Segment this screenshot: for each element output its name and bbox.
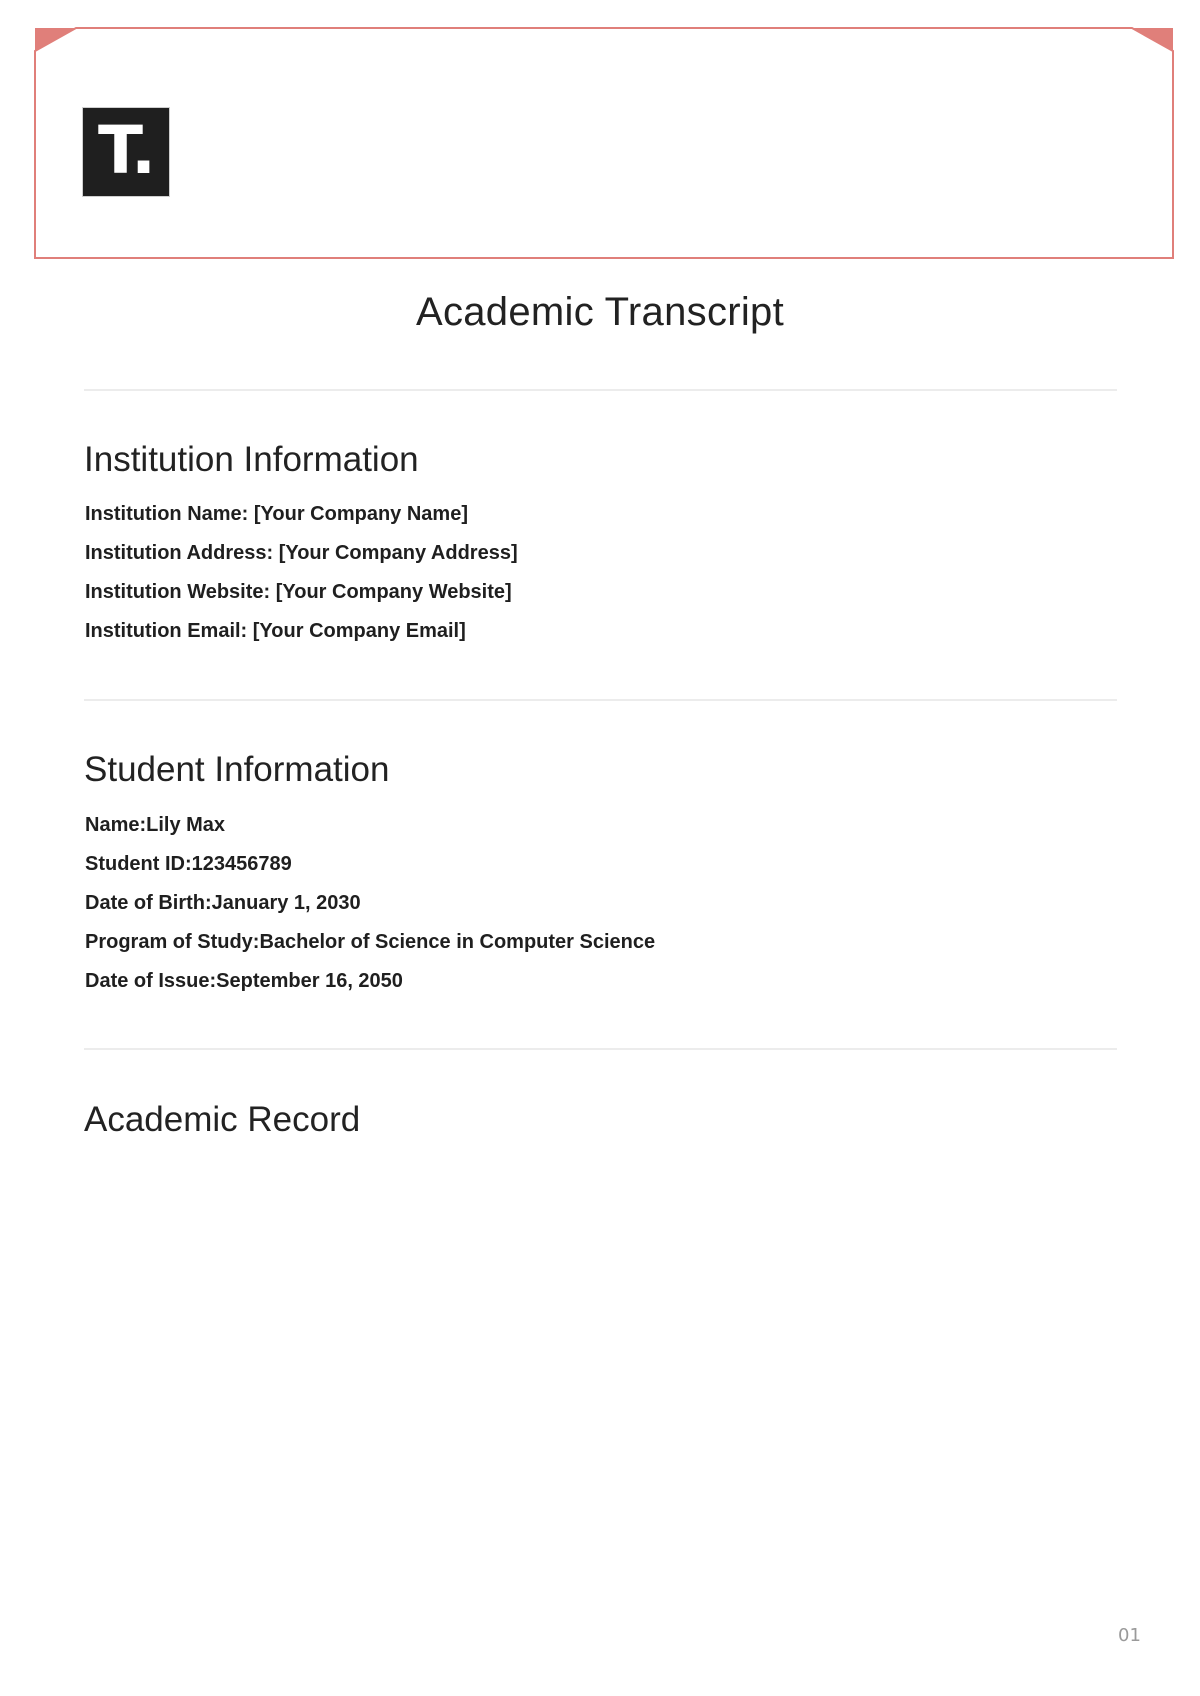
page-number: 01 xyxy=(1118,1625,1141,1646)
logo-text: T. xyxy=(97,112,155,189)
institution-name: Institution Name: [Your Company Name] xyxy=(85,503,468,525)
divider-student xyxy=(84,1048,1117,1050)
company-logo xyxy=(83,108,169,196)
student-heading: Student Information xyxy=(84,750,390,789)
student-date-of-issue: Date of Issue:September 16, 2050 xyxy=(85,970,403,992)
student-program: Program of Study:Bachelor of Science in Computer Science xyxy=(85,931,656,953)
header-frame-border xyxy=(34,27,1174,259)
academic-record-heading: Academic Record xyxy=(84,1100,361,1139)
institution-website: Institution Website: [Your Company Website] xyxy=(85,581,512,603)
divider-institution xyxy=(84,699,1117,701)
institution-email: Institution Email: [Your Company Email] xyxy=(85,620,466,642)
header-frame xyxy=(34,27,1174,259)
student-date-of-birth: Date of Birth:January 1, 2030 xyxy=(85,892,361,914)
student-id: Student ID:123456789 xyxy=(85,853,292,875)
student-name: Name:Lily Max xyxy=(85,814,226,836)
institution-address: Institution Address: [Your Company Address] xyxy=(85,542,518,564)
institution-heading: Institution Information xyxy=(84,440,419,479)
document-title: Academic Transcript xyxy=(415,290,785,334)
divider-top xyxy=(84,389,1117,391)
